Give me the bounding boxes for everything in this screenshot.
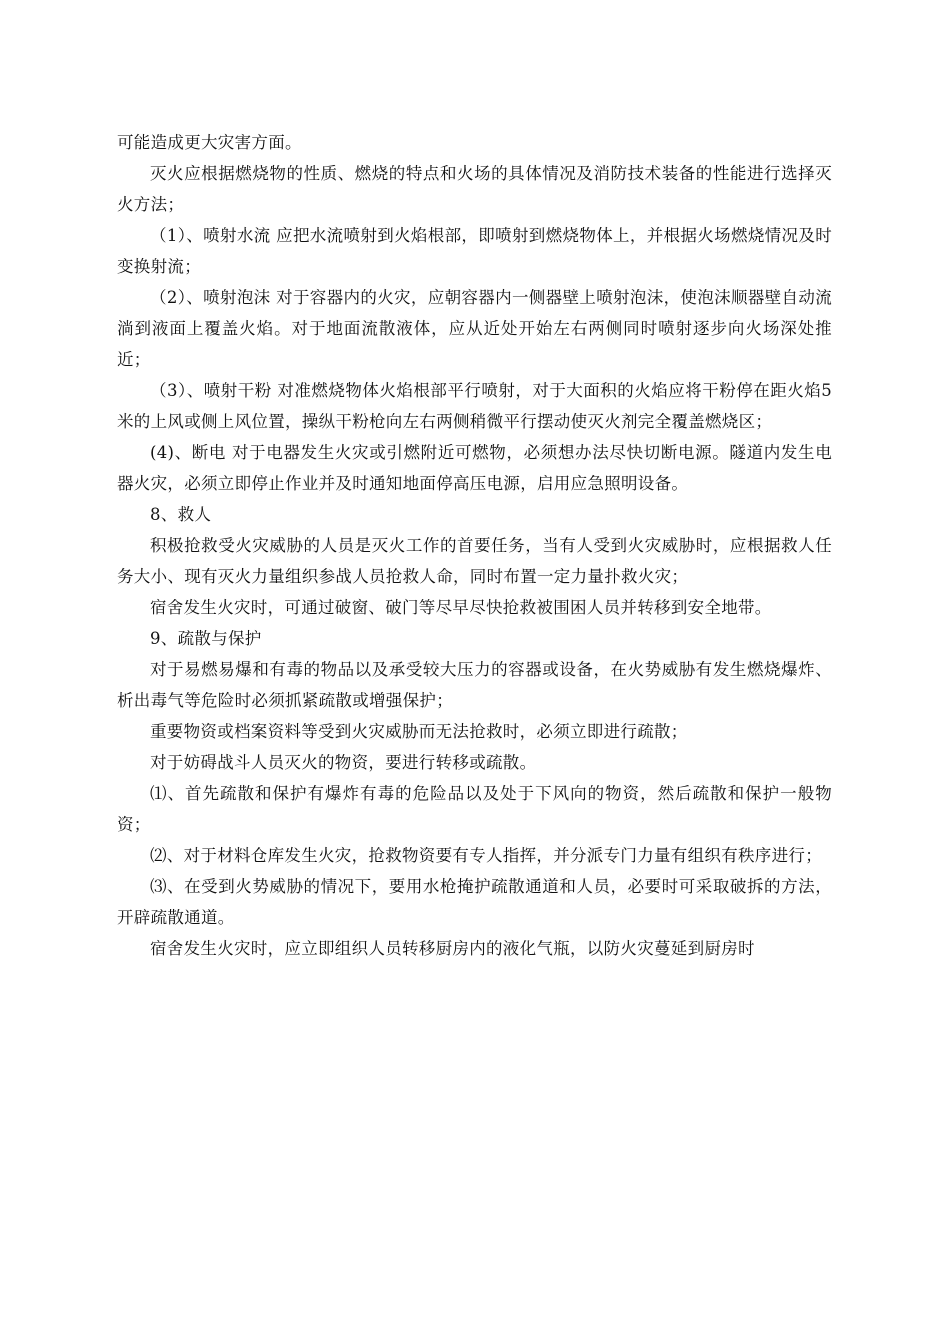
paragraph-continuation: 可能造成更大灾害方面。: [117, 133, 302, 152]
paragraph-important-materials: 重要物资或档案资料等受到火灾威胁而无法抢救时，必须立即进行疏散；: [150, 722, 688, 741]
section-heading-rescue: 8、救人: [150, 505, 212, 524]
paragraph-water-jet: （1）、喷射水流 应把水流喷射到火焰根部，即喷射到燃烧物体上，并根据火场燃烧情况及时变换射流；: [117, 226, 832, 276]
paragraph-dorm-rescue: 宿舍发生火灾时，可通过破窗、破门等尽早尽快抢救被围困人员并转移到安全地带。: [150, 598, 772, 617]
document-body: [117, 127, 832, 964]
paragraph-extinguish-methods: 灭火应根据燃烧物的性质、燃烧的特点和火场的具体情况及消防技术装备的性能进行选择灭火方法；: [117, 164, 832, 214]
paragraph-obstructing-materials: 对于妨碍战斗人员灭火的物资，要进行转移或疏散。: [150, 753, 537, 772]
section-heading-evacuation: 9、疏散与保护: [150, 629, 262, 648]
paragraph-evacuation-step-2: ⑵、对于材料仓库发生火灾，抢救物资要有专人指挥，并分派专门力量有组织有秩序进行；: [150, 846, 822, 865]
paragraph-dry-powder: （3）、喷射干粉 对准燃烧物体火焰根部平行喷射，对于大面积的火焰应将干粉停在距火焰5米的上风或侧上风位置，操纵干粉枪向左右两侧稍微平行摆动使灭火剂完全覆盖燃烧区；: [117, 381, 832, 431]
paragraph-foam-jet: （2）、喷射泡沫 对于容器内的火灾，应朝容器内一侧器壁上喷射泡沫，使泡沫顺器壁自动流淌到液面上覆盖火焰。对于地面流散液体，应从近处开始左右两侧同时喷射逐步向火场深处推近；: [117, 288, 832, 369]
paragraph-rescue-priority: 积极抢救受火灾威胁的人员是灭火工作的首要任务，当有人受到火灾威胁时，应根据救人任务大小、现有灭火力量组织参战人员抢救人命，同时布置一定力量扑救火灾；: [117, 536, 832, 586]
paragraph-power-off: (4)、断电 对于电器发生火灾或引燃附近可燃物，必须想办法尽快切断电源。隧道内发生电器火灾，必须立即停止作业并及时通知地面停高压电源，启用应急照明设备。: [117, 443, 832, 493]
paragraph-hazardous-items: 对于易燃易爆和有毒的物品以及承受较大压力的容器或设备，在火势威胁有发生燃烧爆炸、析出毒气等危险时必须抓紧疏散或增强保护；: [117, 660, 832, 710]
paragraph-evacuation-step-3: ⑶、在受到火势威胁的情况下，要用水枪掩护疏散通道和人员，必要时可采取破拆的方法，开辟疏散通道。: [117, 877, 832, 927]
paragraph-dorm-gas-cylinder: 宿舍发生火灾时，应立即组织人员转移厨房内的液化气瓶，以防火灾蔓延到厨房时: [150, 939, 755, 958]
paragraph-evacuation-step-1: ⑴、首先疏散和保护有爆炸有毒的危险品以及处于下风向的物资，然后疏散和保护一般物资；: [117, 784, 832, 834]
